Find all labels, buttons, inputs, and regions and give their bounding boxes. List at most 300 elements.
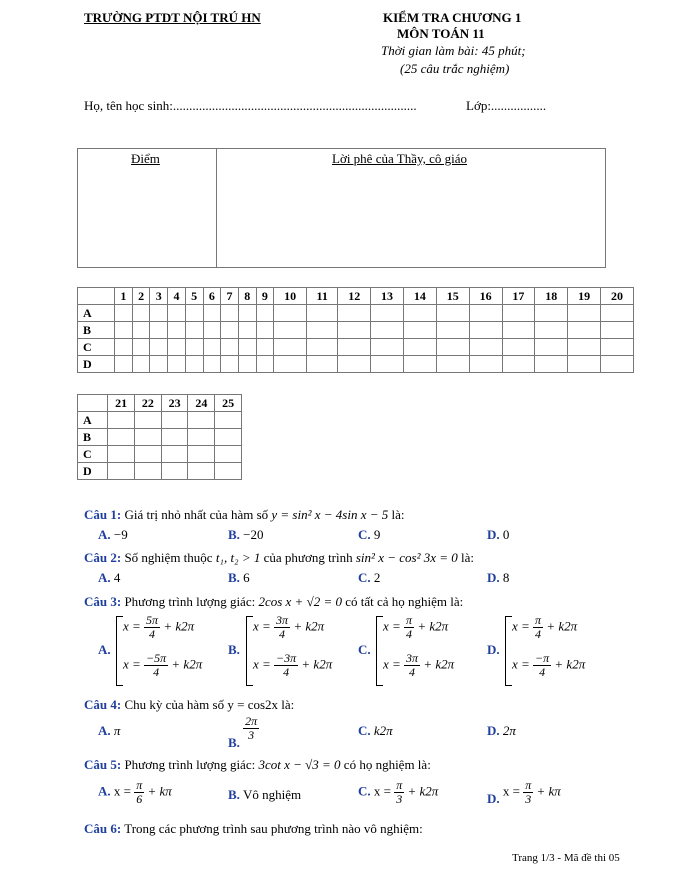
question-5 bbox=[84, 757, 431, 773]
question-3-label: Câu 3: bbox=[84, 594, 122, 609]
grid1-answer-cell[interactable] bbox=[469, 356, 502, 373]
student-name-field[interactable]: Họ, tên học sinh:........................................................................... bbox=[84, 98, 417, 113]
grid2-answer-cell[interactable] bbox=[108, 463, 135, 480]
grid1-answer-cell[interactable] bbox=[403, 322, 436, 339]
q3-d-rest-1: + k2π bbox=[546, 618, 578, 634]
grid1-answer-cell[interactable] bbox=[115, 305, 133, 322]
grid1-header-row bbox=[78, 288, 634, 305]
grid1-col-header: 3 bbox=[150, 288, 168, 305]
q1-option-b-value: −20 bbox=[243, 527, 264, 542]
grid2-answer-cell[interactable] bbox=[134, 463, 161, 480]
grid2-answer-cell[interactable] bbox=[215, 463, 242, 480]
score-divider bbox=[216, 149, 217, 267]
grid1-answer-cell[interactable] bbox=[168, 322, 186, 339]
question-1 bbox=[84, 507, 405, 523]
q3-option-b-line1 bbox=[253, 614, 324, 641]
q2-option-d-key: D. bbox=[487, 570, 500, 585]
grid2-header-row bbox=[78, 395, 242, 412]
q1-option-c[interactable] bbox=[358, 527, 380, 543]
question-6-text: Trong các phương trình sau phương trình nào vô nghiệm: bbox=[124, 821, 423, 836]
q3-option-d-line2 bbox=[512, 652, 585, 679]
question-3-tail: có tất cả họ nghiệm là: bbox=[345, 594, 464, 609]
q5-option-c-pre: x = bbox=[373, 783, 391, 799]
question-1-label: Câu 1: bbox=[84, 507, 122, 522]
grid1-answer-cell[interactable] bbox=[221, 322, 239, 339]
grid1-col-header: 20 bbox=[601, 288, 634, 305]
grid2-answer-cell[interactable] bbox=[161, 463, 188, 480]
answer-grid-1 bbox=[77, 287, 634, 373]
q5-option-c-key: C. bbox=[358, 783, 371, 799]
grid1-answer-cell[interactable] bbox=[307, 305, 338, 322]
q3-c-den-2: 4 bbox=[409, 665, 416, 679]
q2-option-b[interactable] bbox=[228, 570, 250, 586]
q3-d-var-2: x = bbox=[512, 656, 530, 672]
question-1-tail: là: bbox=[391, 507, 405, 522]
grid2-answer-cell[interactable] bbox=[161, 412, 188, 429]
q5-option-b[interactable] bbox=[228, 787, 301, 803]
grid2-row bbox=[78, 446, 242, 463]
q3-option-a-line2 bbox=[123, 652, 202, 679]
grid1-answer-cell[interactable] bbox=[338, 305, 371, 322]
q5-option-b-value: Vô nghiệm bbox=[242, 787, 302, 802]
q4-option-c-value: k2π bbox=[373, 723, 393, 738]
grid1-answer-cell[interactable] bbox=[274, 356, 307, 373]
q4-option-a-value: π bbox=[113, 723, 121, 738]
q3-c-frac-1 bbox=[404, 614, 414, 641]
question-3-formula: 2cos x + √2 = 0 bbox=[258, 594, 342, 609]
grid1-answer-cell[interactable] bbox=[338, 356, 371, 373]
grid1-answer-cell[interactable] bbox=[535, 305, 568, 322]
grid1-answer-cell[interactable] bbox=[274, 322, 307, 339]
grid2-answer-cell[interactable] bbox=[188, 446, 215, 463]
grid1-answer-cell[interactable] bbox=[535, 339, 568, 356]
grid1-answer-cell[interactable] bbox=[185, 339, 203, 356]
grid1-answer-cell[interactable] bbox=[203, 339, 221, 356]
grid1-answer-cell[interactable] bbox=[221, 339, 239, 356]
q3-option-b-bracket bbox=[246, 616, 253, 686]
grid1-answer-cell[interactable] bbox=[502, 322, 535, 339]
q3-option-b[interactable] bbox=[228, 612, 348, 688]
exam-title: KIỂM TRA CHƯƠNG 1 bbox=[383, 10, 522, 25]
grid1-col-header: 9 bbox=[256, 288, 274, 305]
grid1-answer-cell[interactable] bbox=[403, 339, 436, 356]
q3-d-den-1: 4 bbox=[535, 627, 542, 641]
grid1-answer-cell[interactable] bbox=[469, 339, 502, 356]
grid2-answer-cell[interactable] bbox=[188, 463, 215, 480]
grid1-answer-cell[interactable] bbox=[238, 339, 256, 356]
grid1-answer-cell[interactable] bbox=[185, 305, 203, 322]
q1-option-d-key: D. bbox=[487, 527, 500, 542]
grid2-row-label: C bbox=[78, 446, 108, 463]
grid1-answer-cell[interactable] bbox=[168, 305, 186, 322]
q4-option-b[interactable] bbox=[228, 714, 259, 751]
q5-option-d-pre: x = bbox=[502, 783, 520, 799]
q2-option-b-value: 6 bbox=[243, 570, 250, 585]
q3-a-rest-2: + k2π bbox=[171, 656, 203, 672]
q3-b-den-2: 4 bbox=[283, 665, 290, 679]
grid1-answer-cell[interactable] bbox=[132, 356, 150, 373]
question-2-tail: là: bbox=[461, 550, 475, 565]
q1-option-c-value: 9 bbox=[373, 527, 381, 542]
q5-option-c-den: 3 bbox=[396, 792, 403, 806]
q5-option-a-pre: x = bbox=[113, 783, 131, 799]
q3-b-num-1: 3π bbox=[276, 613, 289, 627]
grid1-row-label: D bbox=[78, 356, 115, 373]
grid1-answer-cell[interactable] bbox=[568, 322, 601, 339]
question-5-formula: 3cot x − √3 = 0 bbox=[258, 757, 341, 772]
exam-time: Thời gian làm bài: 45 phút; bbox=[381, 43, 526, 58]
q3-d-frac-2 bbox=[533, 652, 551, 679]
q3-c-var-2: x = bbox=[383, 656, 401, 672]
grid1-answer-cell[interactable] bbox=[568, 305, 601, 322]
q3-a-frac-1 bbox=[144, 614, 160, 641]
q3-b-num-2: −3π bbox=[276, 651, 297, 665]
grid1-corner-cell bbox=[78, 288, 115, 305]
q3-option-d-key: D. bbox=[487, 642, 500, 657]
grid1-answer-cell[interactable] bbox=[150, 322, 168, 339]
grid1-answer-cell[interactable] bbox=[256, 305, 274, 322]
q3-a-num-2: −5π bbox=[146, 651, 167, 665]
grid2-row bbox=[78, 463, 242, 480]
grid1-answer-cell[interactable] bbox=[469, 305, 502, 322]
grid1-answer-cell[interactable] bbox=[535, 356, 568, 373]
grid1-col-header: 15 bbox=[436, 288, 469, 305]
q5-option-d-den: 3 bbox=[525, 792, 532, 806]
score-label: Điểm bbox=[131, 151, 160, 166]
grid1-answer-cell[interactable] bbox=[132, 322, 150, 339]
grid2-answer-cell[interactable] bbox=[108, 412, 135, 429]
grid1-answer-cell[interactable] bbox=[371, 356, 404, 373]
q3-a-var-2: x = bbox=[123, 656, 141, 672]
q3-b-frac-2 bbox=[274, 652, 298, 679]
grid1-answer-cell[interactable] bbox=[403, 305, 436, 322]
grid2-answer-cell[interactable] bbox=[188, 412, 215, 429]
grid2-answer-cell[interactable] bbox=[161, 446, 188, 463]
q3-option-b-line2 bbox=[253, 652, 332, 679]
question-4-formula: y = cos2x bbox=[227, 697, 279, 712]
grid2-col-header: 22 bbox=[134, 395, 161, 412]
q3-option-c-key: C. bbox=[358, 642, 371, 657]
grid1-answer-cell[interactable] bbox=[601, 339, 634, 356]
grid1-answer-cell[interactable] bbox=[307, 339, 338, 356]
question-4-text: Chu kỳ của hàm số bbox=[124, 697, 225, 712]
grid1-col-header: 17 bbox=[502, 288, 535, 305]
grid1-col-header: 8 bbox=[238, 288, 256, 305]
q3-option-d[interactable] bbox=[487, 612, 607, 688]
q1-option-b[interactable] bbox=[228, 527, 264, 543]
grid2-answer-cell[interactable] bbox=[134, 429, 161, 446]
grid1-answer-cell[interactable] bbox=[203, 322, 221, 339]
grid1-answer-cell[interactable] bbox=[185, 322, 203, 339]
grid1-col-header: 2 bbox=[132, 288, 150, 305]
q2-option-c[interactable] bbox=[358, 570, 380, 586]
grid1-answer-cell[interactable] bbox=[436, 322, 469, 339]
q5-option-a-post: + kπ bbox=[147, 783, 172, 799]
grid1-col-header: 13 bbox=[371, 288, 404, 305]
grid1-answer-cell[interactable] bbox=[203, 356, 221, 373]
grid1-col-header: 6 bbox=[203, 288, 221, 305]
grid1-answer-cell[interactable] bbox=[256, 339, 274, 356]
question-2-text: Số nghiệm thuộc bbox=[124, 550, 213, 565]
grid1-answer-cell[interactable] bbox=[502, 356, 535, 373]
q1-option-b-key: B. bbox=[228, 527, 240, 542]
grid1-answer-cell[interactable] bbox=[238, 305, 256, 322]
grid1-answer-cell[interactable] bbox=[338, 339, 371, 356]
comment-label: Lời phê của Thầy, cô giáo bbox=[332, 151, 468, 166]
q3-option-b-key: B. bbox=[228, 642, 240, 657]
grid1-answer-cell[interactable] bbox=[185, 356, 203, 373]
question-2-formula-1: t₁, t₂ > 1 bbox=[215, 550, 261, 565]
grid1-answer-cell[interactable] bbox=[568, 356, 601, 373]
grid1-answer-cell[interactable] bbox=[601, 322, 634, 339]
grid2-col-header: 23 bbox=[161, 395, 188, 412]
grid1-answer-cell[interactable] bbox=[436, 339, 469, 356]
grid1-answer-cell[interactable] bbox=[436, 305, 469, 322]
q2-option-b-key: B. bbox=[228, 570, 240, 585]
grid1-answer-cell[interactable] bbox=[601, 305, 634, 322]
school-name: TRƯỜNG PTDT NỘI TRÚ HN bbox=[84, 10, 261, 25]
grid1-row-label: A bbox=[78, 305, 115, 322]
grid2-answer-cell[interactable] bbox=[215, 446, 242, 463]
grid1-answer-cell[interactable] bbox=[403, 356, 436, 373]
grid2-row bbox=[78, 429, 242, 446]
grid1-answer-cell[interactable] bbox=[502, 339, 535, 356]
q4-option-b-den: 3 bbox=[248, 728, 255, 742]
grid1-answer-cell[interactable] bbox=[274, 339, 307, 356]
q3-b-den-1: 4 bbox=[279, 627, 286, 641]
q3-c-num-2: 3π bbox=[406, 651, 419, 665]
question-3-text: Phương trình lượng giác: bbox=[124, 594, 256, 609]
q5-option-d-num: π bbox=[525, 778, 532, 792]
q4-option-d-value: 2π bbox=[502, 723, 516, 738]
grid1-answer-cell[interactable] bbox=[115, 322, 133, 339]
grid1-row-label: C bbox=[78, 339, 115, 356]
grid1-answer-cell[interactable] bbox=[221, 356, 239, 373]
q3-a-rest-1: + k2π bbox=[163, 618, 195, 634]
grid1-answer-cell[interactable] bbox=[150, 339, 168, 356]
grid1-col-header: 5 bbox=[185, 288, 203, 305]
exam-subject: MÔN TOÁN 11 bbox=[397, 26, 485, 41]
q3-d-rest-2: + k2π bbox=[554, 656, 586, 672]
grid1-answer-cell[interactable] bbox=[469, 322, 502, 339]
grid2-answer-cell[interactable] bbox=[134, 412, 161, 429]
question-5-label: Câu 5: bbox=[84, 757, 122, 772]
q3-option-a-line1 bbox=[123, 614, 194, 641]
q5-option-d-frac bbox=[523, 779, 533, 806]
question-3 bbox=[84, 594, 463, 610]
q5-option-d-key: D. bbox=[487, 791, 500, 807]
grid2-answer-cell[interactable] bbox=[108, 429, 135, 446]
q3-c-rest-2: + k2π bbox=[423, 656, 455, 672]
q5-option-d-post: + kπ bbox=[536, 783, 561, 799]
grid1-answer-cell[interactable] bbox=[535, 322, 568, 339]
grid2-answer-cell[interactable] bbox=[134, 446, 161, 463]
q1-option-a-value: −9 bbox=[113, 527, 128, 542]
grid2-answer-cell[interactable] bbox=[215, 412, 242, 429]
page-footer: Trang 1/3 - Mã đề thi 05 bbox=[512, 852, 620, 864]
grid2-answer-cell[interactable] bbox=[161, 429, 188, 446]
q2-option-a-key: A. bbox=[98, 570, 111, 585]
q5-option-c[interactable] bbox=[358, 779, 438, 806]
grid1-row bbox=[78, 339, 634, 356]
grid1-col-header: 19 bbox=[568, 288, 601, 305]
grid1-col-header: 7 bbox=[221, 288, 239, 305]
q4-option-d[interactable] bbox=[487, 723, 516, 739]
q3-b-rest-1: + k2π bbox=[293, 618, 325, 634]
grid1-answer-cell[interactable] bbox=[274, 305, 307, 322]
q3-a-den-1: 4 bbox=[149, 627, 156, 641]
q5-option-a[interactable] bbox=[98, 779, 172, 806]
q3-c-num-1: π bbox=[406, 613, 413, 627]
question-4-label: Câu 4: bbox=[84, 697, 122, 712]
grid1-col-header: 18 bbox=[535, 288, 568, 305]
q3-c-frac-2 bbox=[404, 652, 420, 679]
grid2-answer-cell[interactable] bbox=[108, 446, 135, 463]
grid1-col-header: 1 bbox=[115, 288, 133, 305]
grid1-answer-cell[interactable] bbox=[338, 322, 371, 339]
q5-option-c-frac bbox=[394, 779, 404, 806]
q1-option-d-value: 0 bbox=[502, 527, 510, 542]
grid1-answer-cell[interactable] bbox=[256, 322, 274, 339]
grid2-row-label: D bbox=[78, 463, 108, 480]
grid1-answer-cell[interactable] bbox=[238, 356, 256, 373]
question-1-text: Giá trị nhỏ nhất của hàm số bbox=[124, 507, 269, 522]
q5-option-a-den: 6 bbox=[136, 792, 143, 806]
q3-option-a-key: A. bbox=[98, 642, 111, 657]
q5-option-a-num: π bbox=[136, 778, 143, 792]
grid1-answer-cell[interactable] bbox=[115, 356, 133, 373]
question-4 bbox=[84, 697, 294, 713]
grid1-col-header: 4 bbox=[168, 288, 186, 305]
grid1-answer-cell[interactable] bbox=[168, 356, 186, 373]
q1-option-a-key: A. bbox=[98, 527, 111, 542]
grid1-answer-cell[interactable] bbox=[150, 356, 168, 373]
grid1-col-header: 11 bbox=[307, 288, 338, 305]
q4-option-c[interactable] bbox=[358, 723, 393, 739]
grid1-answer-cell[interactable] bbox=[371, 339, 404, 356]
grid1-col-header: 14 bbox=[403, 288, 436, 305]
grid2-row-label: B bbox=[78, 429, 108, 446]
q4-option-b-num: 2π bbox=[245, 714, 258, 728]
grid2-answer-cell[interactable] bbox=[215, 429, 242, 446]
q5-option-c-num: π bbox=[396, 778, 403, 792]
grid1-answer-cell[interactable] bbox=[307, 356, 338, 373]
q2-option-a[interactable] bbox=[98, 570, 120, 586]
q5-option-d[interactable] bbox=[487, 779, 561, 806]
q3-a-frac-2 bbox=[144, 652, 168, 679]
question-4-tail: là: bbox=[281, 697, 295, 712]
q5-option-c-post: + k2π bbox=[407, 783, 439, 799]
q1-option-c-key: C. bbox=[358, 527, 371, 542]
grid1-answer-cell[interactable] bbox=[256, 356, 274, 373]
q3-c-rest-1: + k2π bbox=[417, 618, 449, 634]
q4-option-b-key: B. bbox=[228, 735, 240, 751]
grid1-row bbox=[78, 322, 634, 339]
q3-option-c[interactable] bbox=[358, 612, 478, 688]
grid2-col-header: 24 bbox=[188, 395, 215, 412]
q5-option-b-key: B. bbox=[228, 787, 240, 802]
grid1-answer-cell[interactable] bbox=[371, 322, 404, 339]
q2-option-a-value: 4 bbox=[113, 570, 121, 585]
grid1-answer-cell[interactable] bbox=[150, 305, 168, 322]
q3-option-c-bracket bbox=[376, 616, 383, 686]
q3-b-frac-1 bbox=[274, 614, 290, 641]
question-count: (25 câu trắc nghiệm) bbox=[400, 61, 510, 76]
q3-d-num-2: −π bbox=[535, 651, 550, 665]
grid1-answer-cell[interactable] bbox=[132, 339, 150, 356]
q3-a-den-2: 4 bbox=[153, 665, 160, 679]
grid2-row bbox=[78, 412, 242, 429]
grid1-row bbox=[78, 356, 634, 373]
grid1-answer-cell[interactable] bbox=[502, 305, 535, 322]
q3-d-den-2: 4 bbox=[539, 665, 546, 679]
q3-option-d-bracket bbox=[505, 616, 512, 686]
q2-option-c-value: 2 bbox=[373, 570, 381, 585]
q3-b-var-2: x = bbox=[253, 656, 271, 672]
grid2-corner-cell bbox=[78, 395, 108, 412]
grid2-row-label: A bbox=[78, 412, 108, 429]
score-box bbox=[77, 148, 606, 268]
q3-a-var-1: x = bbox=[123, 618, 141, 634]
grid1-answer-cell[interactable] bbox=[221, 305, 239, 322]
q3-option-c-line1 bbox=[383, 614, 448, 641]
q2-option-d-value: 8 bbox=[502, 570, 510, 585]
q3-d-var-1: x = bbox=[512, 618, 530, 634]
q3-c-var-1: x = bbox=[383, 618, 401, 634]
q3-d-frac-1 bbox=[533, 614, 543, 641]
grid1-row bbox=[78, 305, 634, 322]
grid1-answer-cell[interactable] bbox=[203, 305, 221, 322]
q3-option-c-line2 bbox=[383, 652, 454, 679]
q4-option-a[interactable] bbox=[98, 723, 120, 739]
grid1-answer-cell[interactable] bbox=[568, 339, 601, 356]
q3-b-var-1: x = bbox=[253, 618, 271, 634]
question-5-tail: có họ nghiệm là: bbox=[343, 757, 431, 772]
q3-b-rest-2: + k2π bbox=[301, 656, 333, 672]
question-2 bbox=[84, 550, 474, 566]
grid1-col-header: 12 bbox=[338, 288, 371, 305]
question-6-label: Câu 6: bbox=[84, 821, 122, 836]
grid1-row-label: B bbox=[78, 322, 115, 339]
q2-option-c-key: C. bbox=[358, 570, 371, 585]
grid1-answer-cell[interactable] bbox=[115, 339, 133, 356]
q1-option-a[interactable] bbox=[98, 527, 128, 543]
grid1-answer-cell[interactable] bbox=[371, 305, 404, 322]
grid1-answer-cell[interactable] bbox=[238, 322, 256, 339]
q4-option-b-frac bbox=[243, 715, 259, 742]
grid1-answer-cell[interactable] bbox=[307, 322, 338, 339]
question-2-formula-2: sin² x − cos² 3x = 0 bbox=[355, 550, 458, 565]
q4-option-a-key: A. bbox=[98, 723, 111, 738]
question-2-label: Câu 2: bbox=[84, 550, 122, 565]
grid1-answer-cell[interactable] bbox=[132, 305, 150, 322]
grid2-answer-cell[interactable] bbox=[188, 429, 215, 446]
grid1-answer-cell[interactable] bbox=[168, 339, 186, 356]
q2-option-d[interactable] bbox=[487, 570, 509, 586]
question-6 bbox=[84, 821, 423, 837]
grid1-answer-cell[interactable] bbox=[436, 356, 469, 373]
q5-option-a-key: A. bbox=[98, 783, 111, 799]
q3-option-a-bracket bbox=[116, 616, 123, 686]
question-2-mid: của phương trình bbox=[263, 550, 353, 565]
q3-option-a[interactable] bbox=[98, 612, 218, 688]
q4-option-d-key: D. bbox=[487, 723, 500, 738]
student-class-field[interactable]: Lớp:................. bbox=[466, 98, 547, 113]
grid1-answer-cell[interactable] bbox=[601, 356, 634, 373]
q3-c-den-1: 4 bbox=[406, 627, 413, 641]
q1-option-d[interactable] bbox=[487, 527, 509, 543]
q5-option-a-frac bbox=[134, 779, 144, 806]
